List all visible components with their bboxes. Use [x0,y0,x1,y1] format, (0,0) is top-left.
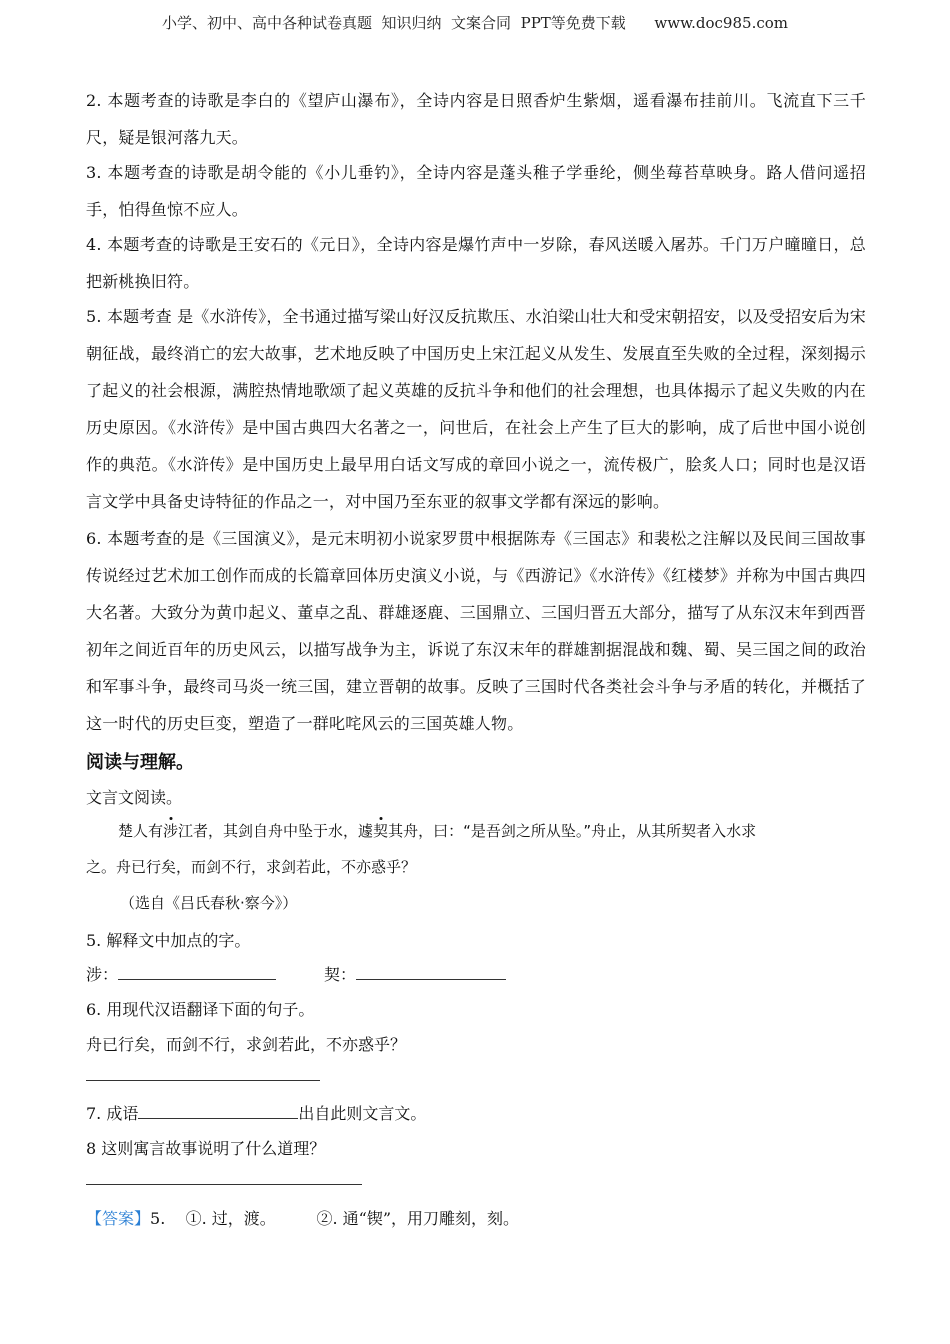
explanation-5: 5. 本题考查 是《水浒传》，全书通过描写梁山好汉反抗欺压、水泊梁山壮大和受宋朝招安，以及受招安后为宋朝征战，最终消亡的宏大故事，艺术地反映了中国历史上宋江起义从发生、发展直至失败的全过程，深刻揭示了起义的社会根源，满腔热情地歌颂了起义英雄的反抗斗争和他们的社会理想，也具体揭示了起义失败的内在历史原因。《水浒传》是中国古典四大名著之一，问世后，在社会上产生了巨大的影响，成了后世中国小说创作的典范。《水浒传》是中国历史上最早用白话文写成的章回小说之一，流传极广，脍炙人口；同时也是汉语言文学中具备史诗特征的作品之一，对中国乃至东亚的叙事文学都有深远的影响。 [86,307,866,511]
explanation-4: 4. 本题考查的诗歌是王安石的《元日》，全诗内容是爆竹声中一岁除，春风送暖入屠苏。千门万户曈曈日，总把新桃换旧符。 [86,235,866,291]
subsection-title: 文言文阅读。 [86,788,183,807]
passage-text: 江者，其剑自舟中坠于水，遽 [178,822,374,840]
question-5: 5. 解释文中加点的字。 [86,931,251,950]
question-6-sentence: 舟已行矣，而剑不行，求剑若此，不亦惑乎？ [86,1035,407,1054]
section-title: 阅读与理解。 [86,752,194,773]
question-6-answer-line [86,1066,320,1085]
explanation-2: 2. 本题考查的诗歌是李白的《望庐山瀑布》，全诗内容是日照香炉生紫烟，遥看瀑布挂前川。飞流直下三千尺，疑是银河落九天。 [86,91,866,147]
question-8: 8 这则寓言故事说明了什么道理？ [86,1139,326,1158]
answer-blank-qi[interactable] [356,965,506,980]
question-7-suffix: 出自此则文言文。 [298,1104,427,1123]
dotted-char-she: 涉 [163,822,179,840]
question-7-prefix: 7. 成语 [86,1104,139,1123]
explanation-6: 6. 本题考查的是《三国演义》，是元末明初小说家罗贯中根据陈寿《三国志》和裴松之注解以及民间三国故事传说经过艺术加工创作而成的长篇章回体历史演义小说，与《西游记》《水浒传》《红楼梦》并称为中国古典四大名著。大致分为黄巾起义、董卓之乱、群雄逐鹿、三国鼎立、三国归晋五大部分，描写了从东汉末年到西晋初年之间近百年的历史风云，以描写战争为主，诉说了东汉末年的群雄割据混战和魏、蜀、吴三国之间的政治和军事斗争，最终司马炎一统三国，建立晋朝的故事。反映了三国时代各类社会斗争与矛盾的转化，并概括了这一时代的历史巨变，塑造了一群叱咤风云的三国英雄人物。 [86,529,866,733]
answer-blank-she[interactable] [118,965,276,980]
question-5-blanks [86,962,506,985]
answer-line [86,1206,519,1229]
answer-blank-q8[interactable] [86,1170,362,1185]
passage-text: 楚人有 [118,822,164,840]
answer-text: 5. ①. 过，渡。 ②. 通“锲”，用刀雕刻，刻。 [150,1209,520,1228]
page-header: 小学、初中、高中各种试卷真题 知识归纳 文案合同 PPT等免费下载 www.doc985.com [161,14,788,32]
dotted-char-qi: 契 [373,822,389,840]
passage-source: （选自《吕氏春秋·察今》） [120,894,298,912]
passage-line-1 [118,820,756,841]
answer-tag: 【答案】 [86,1209,151,1228]
answer-blank-idiom[interactable] [138,1104,298,1119]
question-7 [86,1101,426,1124]
label-she: 涉： [86,965,119,984]
question-8-answer-line [86,1170,362,1189]
passage-line-2: 之。舟已行矣，而剑不行，求剑若此，不亦惑乎？ [86,858,417,876]
label-qi: 契： [324,965,357,984]
answer-blank-q6[interactable] [86,1066,320,1081]
question-6: 6. 用现代汉语翻译下面的句子。 [86,1000,315,1019]
explanation-3: 3. 本题考查的诗歌是胡令能的《小儿垂钓》，全诗内容是蓬头稚子学垂纶，侧坐莓苔草映身。路人借问遥招手，怕得鱼惊不应人。 [86,163,866,219]
passage-text: 其舟，曰：“是吾剑之所从坠。”舟止，从其所契者入水求 [388,822,757,840]
